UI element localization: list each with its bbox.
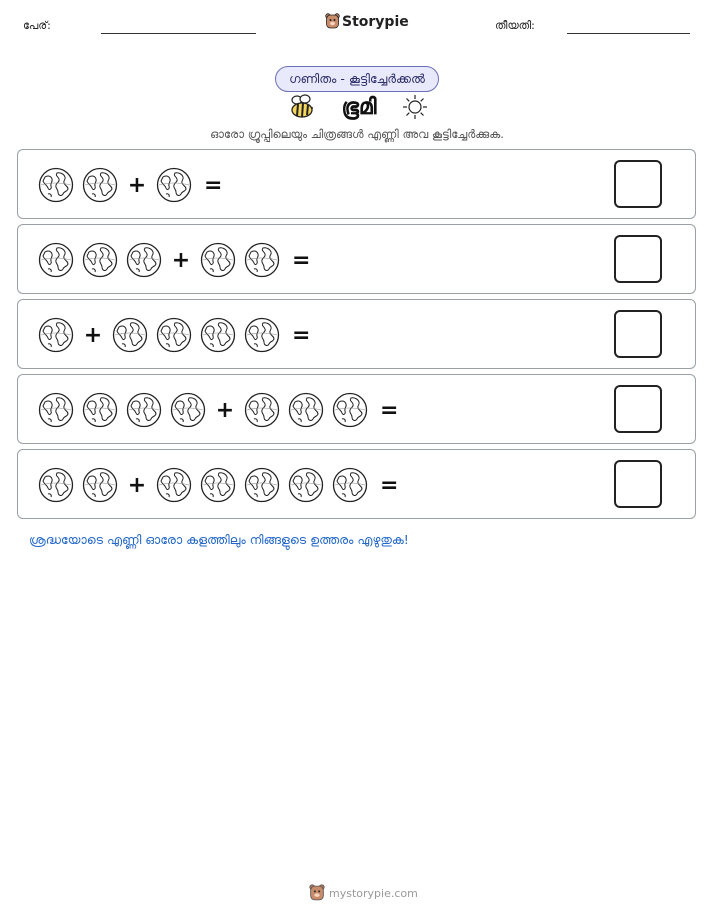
earth-globe-icon: [126, 392, 162, 428]
bear-logo-icon: [325, 13, 340, 30]
bear-logo-icon: [309, 884, 325, 902]
problem-card: [17, 449, 696, 519]
earth-globe-icon: [38, 467, 74, 503]
problem-card: [17, 149, 696, 219]
earth-globe-icon: [200, 467, 236, 503]
earth-globe-icon: [244, 467, 280, 503]
problem-row: [38, 466, 398, 504]
equals-sign: =: [380, 472, 399, 498]
problem-row: [38, 316, 310, 354]
earth-globe-icon: [288, 392, 324, 428]
brand-name: Storypie: [342, 13, 409, 30]
plus-sign: +: [171, 247, 191, 273]
equals-sign: =: [204, 172, 223, 198]
sun-icon: [402, 94, 428, 120]
plus-sign: +: [127, 472, 147, 498]
earth-globe-icon: [126, 242, 162, 278]
answer-box[interactable]: [614, 385, 662, 433]
earth-globe-icon: [332, 392, 368, 428]
earth-globe-icon: [112, 317, 148, 353]
answer-box[interactable]: [614, 235, 662, 283]
problem-card: [17, 224, 696, 294]
page-title: ഭൂമി: [341, 94, 377, 120]
footer-url: mystorypie.com: [329, 886, 418, 900]
earth-globe-icon: [200, 317, 236, 353]
equals-sign: =: [380, 397, 399, 423]
plus-sign: +: [83, 322, 103, 348]
earth-globe-icon: [244, 317, 280, 353]
date-line[interactable]: [567, 33, 690, 34]
problem-card: [17, 374, 696, 444]
equals-sign: =: [292, 247, 311, 273]
earth-globe-icon: [156, 167, 192, 203]
earth-globe-icon: [38, 242, 74, 278]
problem-card: [17, 299, 696, 369]
instruction-text: ഓരോ ഗ്രൂപ്പിലെയും ചിത്രങ്ങൾ എണ്ണി അവ കൂട്ടിച്ചേർക്കുക.: [210, 127, 504, 141]
earth-globe-icon: [82, 167, 118, 203]
title-row: [288, 90, 428, 124]
earth-globe-icon: [200, 242, 236, 278]
earth-globe-icon: [244, 392, 280, 428]
earth-globe-icon: [244, 242, 280, 278]
footer: [309, 884, 418, 902]
name-line[interactable]: [101, 33, 256, 34]
bee-icon: [288, 94, 316, 120]
answer-box[interactable]: [614, 460, 662, 508]
plus-sign: +: [127, 172, 147, 198]
name-label: പേര്:: [23, 19, 51, 32]
earth-globe-icon: [38, 392, 74, 428]
problem-row: [38, 166, 222, 204]
earth-globe-icon: [156, 467, 192, 503]
earth-globe-icon: [288, 467, 324, 503]
earth-globe-icon: [170, 392, 206, 428]
answer-box[interactable]: [614, 160, 662, 208]
problem-row: [38, 241, 310, 279]
earth-globe-icon: [82, 392, 118, 428]
answer-box[interactable]: [614, 310, 662, 358]
subject-label: ഗണിതം - കൂട്ടിച്ചേർക്കൽ: [289, 71, 425, 86]
equals-sign: =: [292, 322, 311, 348]
earth-globe-icon: [38, 167, 74, 203]
earth-globe-icon: [156, 317, 192, 353]
brand-logo: [325, 13, 409, 30]
subject-pill: [275, 66, 439, 92]
problem-row: [38, 391, 398, 429]
earth-globe-icon: [332, 467, 368, 503]
plus-sign: +: [215, 397, 235, 423]
earth-globe-icon: [82, 467, 118, 503]
footnote-text: ശ്രദ്ധയോടെ എണ്ണി ഓരോ കളത്തിലും നിങ്ങളുടെ ഉത്തരം എഴുതുക!: [29, 532, 409, 547]
earth-globe-icon: [38, 317, 74, 353]
date-label: തീയതി:: [495, 19, 535, 32]
earth-globe-icon: [82, 242, 118, 278]
